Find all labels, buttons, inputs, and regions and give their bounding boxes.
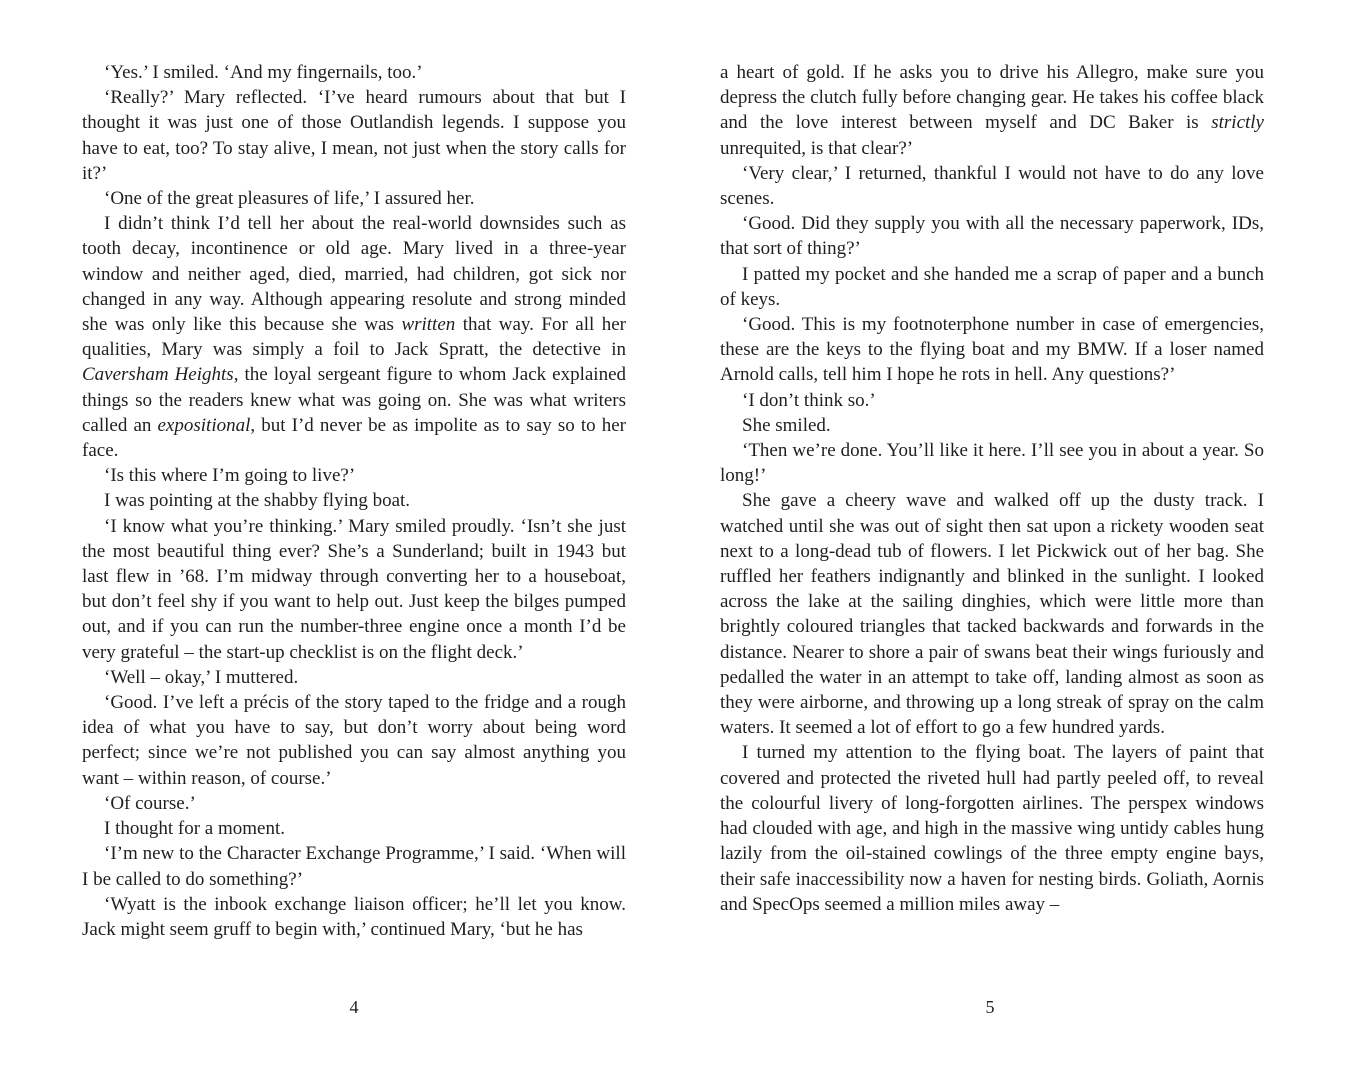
- paragraph: She smiled.: [742, 414, 831, 436]
- paragraph: ‘Yes.’ I smiled. ‘And my fingernails, too.’: [104, 62, 423, 83]
- paragraph: ‘I’m new to the Character Exchange Programme,’ I said. ‘When will I be called to do something?’: [82, 843, 626, 890]
- paragraph: ‘Then we’re done. You’ll like it here. I’ll see you in about a year. So long!’: [720, 440, 1264, 487]
- page-number: 4: [349, 997, 359, 1017]
- paragraph: ‘Really?’ Mary reflected. ‘I’ve heard rumours about that but I thought it was just one of those Outlandish legends. I suppose you have to eat, too? To stay alive, I mean, not just when the story calls for it?’: [82, 87, 626, 184]
- paragraph: ‘Good. I’ve left a précis of the story taped to the fridge and a rough idea of what you have to say, but don’t worry about being word perfect; since we’re not published you can say almost anything you want – within reason, of course.’: [82, 692, 626, 789]
- page-number: 5: [985, 997, 995, 1017]
- paragraph: She gave a cheery wave and walked off up the dusty track. I watched until she was out of sight then sat upon a rickety wooden seat next to a long-dead tub of flowers. I let Pickwick out of her bag. She ruffled her feathers indignantly and blinked in the sunlight. I looked across the lake at the sailing dinghies, which were little more than brightly coloured triangles that tacked backwards and forwards in the distance. Nearer to shore a pair of swans beat their wings furiously and pedalled the water in an attempt to take off, landing almost as soon as they were airborne, and throwing up a long streak of spray on the calm waters. It seemed a lot of effort to go a few hundred yards.: [720, 490, 1264, 739]
- right-page: [682, 0, 1364, 1080]
- paragraph: I thought for a moment.: [104, 818, 285, 840]
- paragraph: I didn’t think I’d tell her about the real-world downsides such as tooth decay, incontinence or old age. Mary lived in a three-year window and neither aged, died, married, had children, got sick nor changed in any way. Although appearing resolute and strong minded she was only like this because she was written that way. For all her qualities, Mary was simply a foil to Jack Spratt, the detective in Caversham Heights, the loyal sergeant figure to whom Jack explained things so the readers knew what was going on. She was what writers called an expositional, but I’d never be as impolite as to say so to her face.: [82, 213, 627, 462]
- right-page-text: [720, 60, 1264, 917]
- paragraph: ‘I don’t think so.’: [742, 389, 876, 411]
- paragraph: I was pointing at the shabby flying boat.: [104, 490, 411, 512]
- paragraph: ‘Good. Did they supply you with all the necessary paperwork, IDs, that sort of thing?’: [720, 213, 1264, 260]
- paragraph: a heart of gold. If he asks you to drive his Allegro, make sure you depress the clutch fully before changing gear. He takes his coffee black and the love interest between myself and DC Baker is strictly unrequited, is that clear?’: [720, 62, 1264, 159]
- paragraph: ‘Of course.’: [104, 792, 196, 814]
- paragraph: ‘Very clear,’ I returned, thankful I would not have to do any love scenes.: [720, 162, 1264, 210]
- left-page-text: [82, 60, 626, 942]
- paragraph: ‘One of the great pleasures of life,’ I assured her.: [104, 188, 475, 210]
- paragraph: ‘Wyatt is the inbook exchange liaison officer; he’ll let you know. Jack might seem gruff to begin with,’ continued Mary, ‘but he has: [82, 893, 626, 940]
- paragraph: ‘Is this where I’m going to live?’: [104, 465, 356, 487]
- paragraph: I patted my pocket and she handed me a scrap of paper and a bunch of keys.: [720, 263, 1264, 310]
- paragraph: ‘I know what you’re thinking.’ Mary smiled proudly. ‘Isn’t she just the most beautiful thing ever? She’s a Sunderland; built in 1943 but last flew in ’68. I’m midway through converting her to a houseboat, but don’t feel shy if you want to help out. Just keep the bilges pumped out, and if you can run the number-three engine once a month I’d be very grateful – the start-up checklist is on the flight deck.’: [82, 515, 626, 663]
- paragraph: ‘Well – okay,’ I muttered.: [104, 666, 299, 688]
- paragraph: I turned my attention to the flying boat. The layers of paint that covered and protected the riveted hull had partly peeled off, to reveal the colourful livery of long-forgotten airlines. The perspex windows had clouded with age, and high in the massive wing untidy cables hung lazily from the oil-stained cowlings of the three empty engine bays, their safe inaccessibility now a haven for nesting birds. Goliath, Aornis and SpecOps seemed a million miles away –: [720, 742, 1264, 915]
- paragraph: ‘Good. This is my footnoterphone number in case of emergencies, these are the keys to the flying boat and my BMW. If a loser named Arnold calls, tell him I hope he rots in hell. Any questions?’: [720, 314, 1264, 386]
